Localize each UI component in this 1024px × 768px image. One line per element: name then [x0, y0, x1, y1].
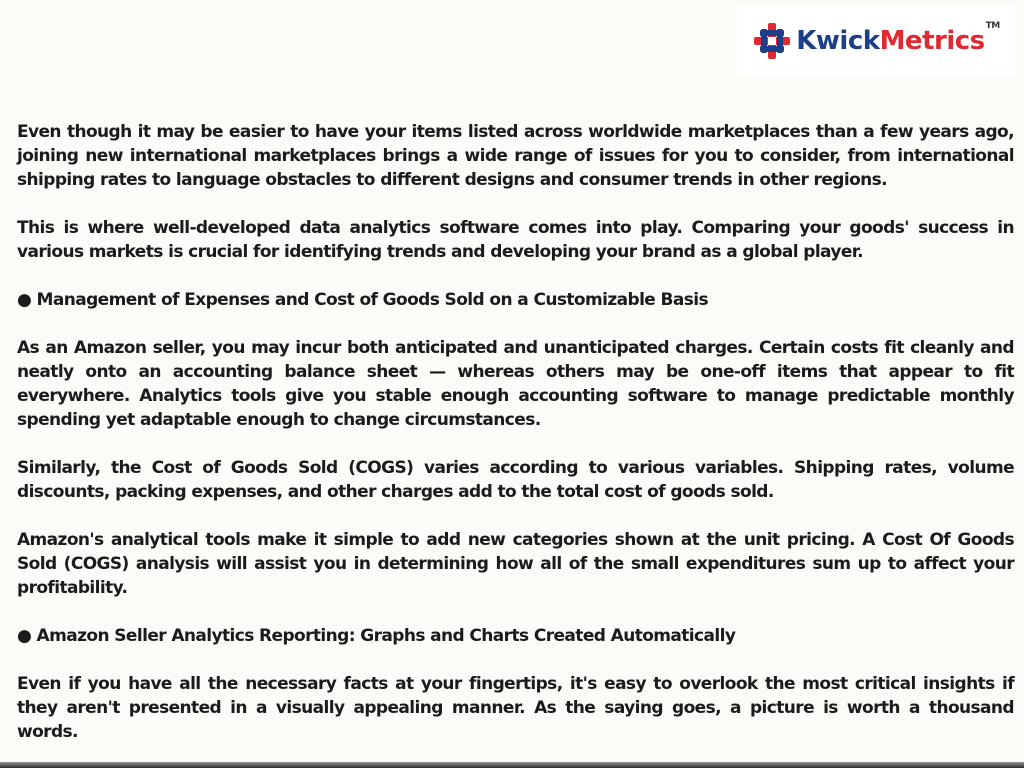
- trademark-mark: TM: [985, 21, 1000, 31]
- intro-paragraph: Even though it may be easier to have your items listed across worldwide marketplaces than a few years ago, joining new international marketplaces brings a wide range of issues for you to consider, from international shipping rates to language obstacles to different designs and consumer trends in other regions.: [17, 122, 1014, 190]
- brand-name-kwick: Kwick: [796, 26, 880, 56]
- insights-paragraph: Even if you have all the necessary facts at your fingertips, it's easy to overlook the most critical insights if they aren't presented in a visually appealing manner. As the saying goes, a picture is worth a thousand words.: [17, 674, 1014, 742]
- kwickmetrics-logo-icon: [752, 21, 792, 61]
- bottom-border: [0, 762, 1024, 768]
- brand-name-metrics: Metrics: [879, 26, 985, 56]
- cogs-paragraph: Similarly, the Cost of Goods Sold (COGS) varies according to various variables. Shipping rates, volume discounts, packing expenses, and other charges add to the total cost of goods sold.: [17, 458, 1014, 502]
- analytics-paragraph: This is where well-developed data analytics software comes into play. Comparing your goods' success in various markets is crucial for identifying trends and developing your brand as a global player.: [17, 218, 1014, 262]
- expenses-paragraph: As an Amazon seller, you may incur both anticipated and unanticipated charges. Certain costs fit cleanly and neatly onto an accounting balance sheet — whereas others may be one-off items that appear to fit everywhere. Analytics tools give you stable enough accounting software to manage predictable monthly spending yet adaptable enough to change circumstances.: [17, 338, 1014, 430]
- expenses-heading: ● Management of Expenses and Cost of Goods Sold on a Customizable Basis: [17, 290, 709, 310]
- article-body: [17, 120, 1014, 768]
- tools-paragraph: Amazon's analytical tools make it simple to add new categories shown at the unit pricing. A Cost Of Goods Sold (COGS) analysis will assist you in determining how all of the small expenditures sum up to affect your profitability.: [17, 530, 1014, 598]
- brand-logo: [737, 6, 1015, 76]
- brand-name: [796, 21, 1000, 56]
- reporting-heading: ● Amazon Seller Analytics Reporting: Graphs and Charts Created Automatically: [17, 626, 736, 646]
